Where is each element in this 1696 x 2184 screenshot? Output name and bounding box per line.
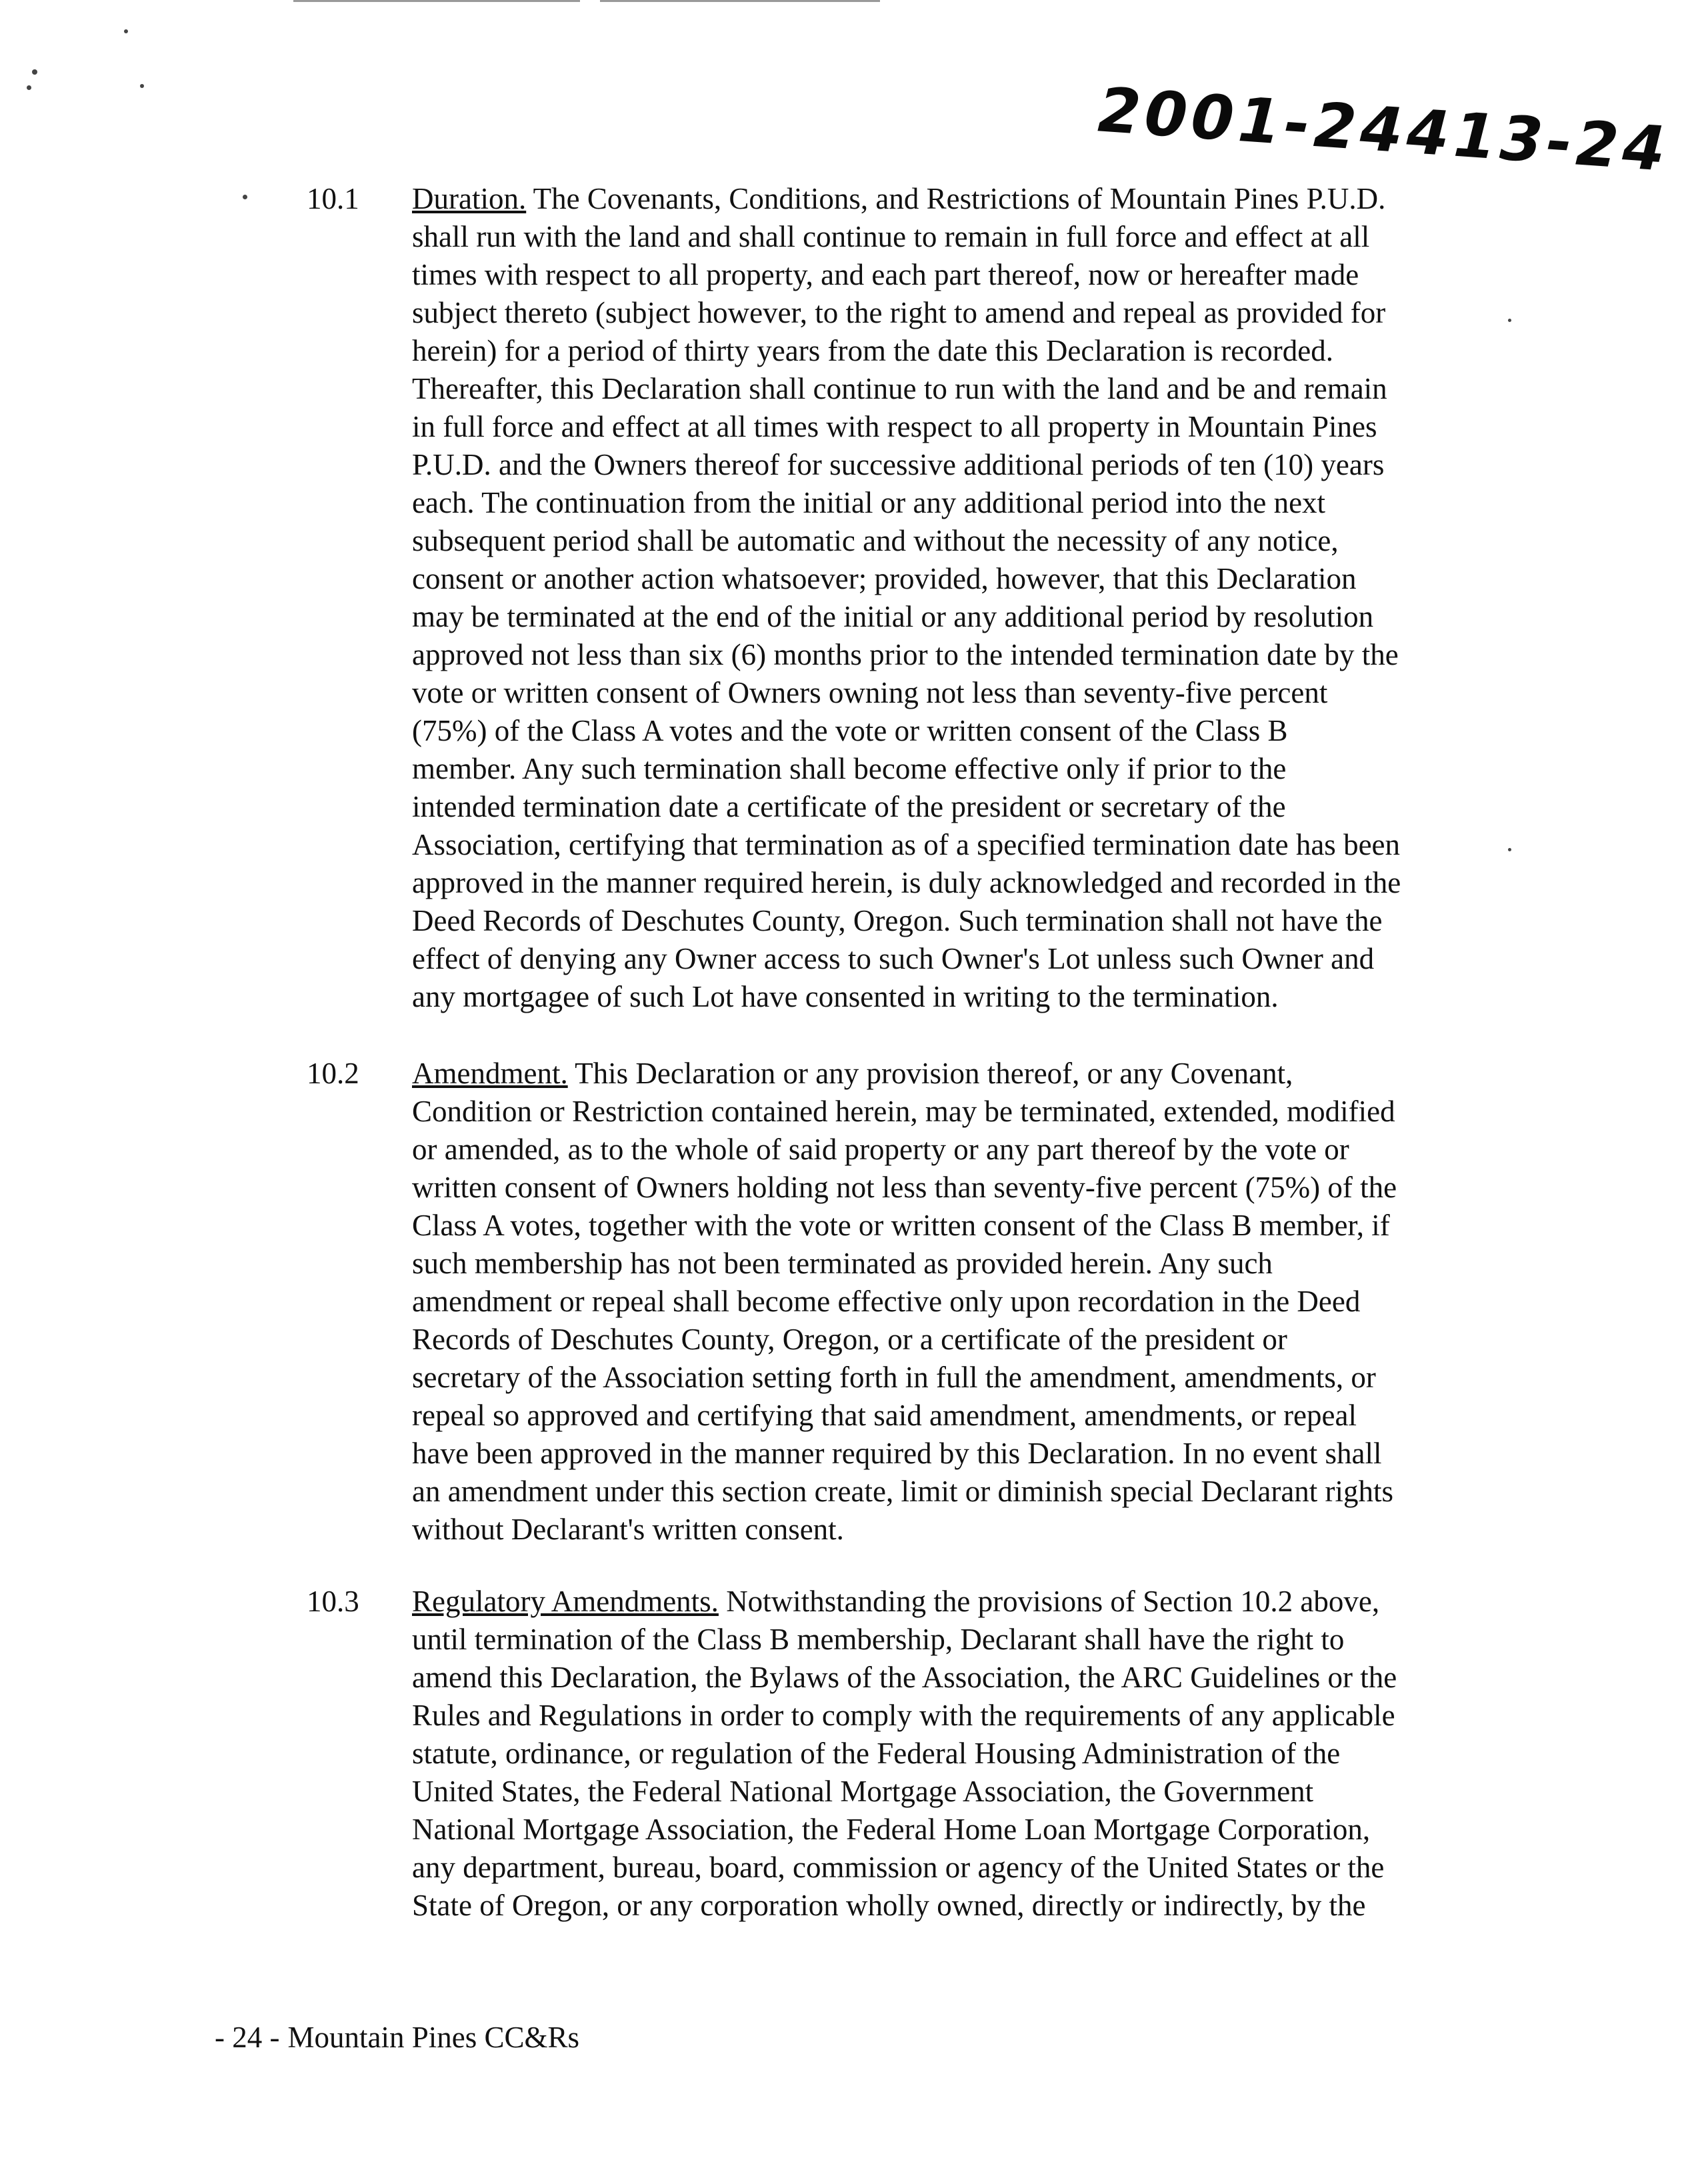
text-line: subsequent period shall be automatic and without the necessity of any notice, xyxy=(412,524,1339,557)
text-line: herein) for a period of thirty years from the date this Declaration is recorded. xyxy=(412,334,1333,367)
text-line: consent or another action whatsoever; provided, however, that this Declaration xyxy=(412,562,1357,595)
section-heading: Amendment. xyxy=(412,1057,568,1090)
text-line-content: The Covenants, Conditions, and Restrictions of Mountain Pines P.U.D. xyxy=(526,182,1386,215)
section-body xyxy=(412,1583,1505,1925)
text-line-content: Notwithstanding the provisions of Section 10.2 above, xyxy=(718,1585,1380,1618)
text-line: Deed Records of Deschutes County, Oregon. Such termination shall not have the xyxy=(412,904,1383,937)
text-line: amend this Declaration, the Bylaws of the Association, the ARC Guidelines or the xyxy=(412,1661,1397,1694)
text-line: secretary of the Association setting forth in full the amendment, amendments, or xyxy=(412,1361,1376,1394)
text-line: an amendment under this section create, limit or diminish special Declarant rights xyxy=(412,1475,1394,1508)
text-line: member. Any such termination shall become effective only if prior to the xyxy=(412,752,1287,785)
text-line: in full force and effect at all times with respect to all property in Mountain Pines xyxy=(412,410,1377,443)
text-line: until termination of the Class B membership, Declarant shall have the right to xyxy=(412,1623,1345,1656)
section-body xyxy=(412,1055,1505,1549)
page-number: - 24 - xyxy=(215,2021,280,2054)
text-line: effect of denying any Owner access to such Owner's Lot unless such Owner and xyxy=(412,942,1375,975)
text-line: United States, the Federal National Mortgage Association, the Government xyxy=(412,1775,1314,1808)
text-line: intended termination date a certificate of the president or secretary of the xyxy=(412,790,1286,823)
text-line: Association, certifying that termination as of a specified termination date has been xyxy=(412,828,1401,861)
scan-top-rule xyxy=(293,0,580,2)
text-line: (75%) of the Class A votes and the vote or written consent of the Class B xyxy=(412,714,1288,747)
section-heading: Regulatory Amendments. xyxy=(412,1585,719,1618)
text-line: have been approved in the manner required by this Declaration. In no event shall xyxy=(412,1437,1382,1470)
section-body xyxy=(412,180,1505,1016)
text-line: may be terminated at the end of the initial or any additional period by resolution xyxy=(412,600,1374,633)
text-line: National Mortgage Association, the Federal Home Loan Mortgage Corporation, xyxy=(412,1813,1371,1846)
text-line: shall run with the land and shall continue to remain in full force and effect at all xyxy=(412,220,1370,253)
text-line: approved in the manner required herein, is duly acknowledged and recorded in the xyxy=(412,866,1401,899)
scan-top-rule xyxy=(600,0,880,2)
section-heading: Duration. xyxy=(412,182,527,215)
document-title: Mountain Pines CC&Rs xyxy=(287,2021,580,2054)
text-line: any department, bureau, board, commission or agency of the United States or the xyxy=(412,1851,1385,1884)
text-line: without Declarant's written consent. xyxy=(412,1513,844,1546)
text-line: subject thereto (subject however, to the right to amend and repeal as provided for xyxy=(412,296,1386,329)
text-line: times with respect to all property, and each part thereof, now or hereafter made xyxy=(412,258,1359,291)
scan-speck xyxy=(1508,848,1511,851)
text-line: any mortgagee of such Lot have consented in writing to the termination. xyxy=(412,980,1279,1013)
text-line: statute, ordinance, or regulation of the Federal Housing Administration of the xyxy=(412,1737,1341,1770)
scan-speck xyxy=(1508,319,1511,322)
scan-speck xyxy=(243,195,247,199)
text-line: each. The continuation from the initial or any additional period into the next xyxy=(412,486,1326,519)
section-number: 10.1 xyxy=(307,182,359,215)
handwritten-recording-number: 2001-24413-24 xyxy=(1089,75,1678,185)
text-line: such membership has not been terminated as provided herein. Any such xyxy=(412,1247,1273,1280)
text-line xyxy=(412,1583,1505,1621)
section-number: 10.3 xyxy=(307,1585,359,1618)
text-line: Rules and Regulations in order to comply with the requirements of any applicable xyxy=(412,1699,1395,1732)
text-line: P.U.D. and the Owners thereof for successive additional periods of ten (10) years xyxy=(412,448,1385,481)
scan-speck xyxy=(124,29,128,33)
text-line xyxy=(412,1055,1505,1093)
text-line: written consent of Owners holding not less than seventy-five percent (75%) of the xyxy=(412,1171,1397,1204)
text-line-content: This Declaration or any provision thereof, or any Covenant, xyxy=(567,1057,1293,1090)
scan-speck xyxy=(140,84,144,88)
text-line: approved not less than six (6) months prior to the intended termination date by the xyxy=(412,638,1399,671)
text-line: Thereafter, this Declaration shall continue to run with the land and be and remain xyxy=(412,372,1387,405)
text-line: State of Oregon, or any corporation wholly owned, directly or indirectly, by the xyxy=(412,1889,1366,1922)
text-line: Class A votes, together with the vote or written consent of the Class B member, if xyxy=(412,1209,1390,1242)
text-line: repeal so approved and certifying that said amendment, amendments, or repeal xyxy=(412,1399,1357,1432)
text-line: or amended, as to the whole of said property or any part thereof by the vote or xyxy=(412,1133,1349,1166)
text-line: Records of Deschutes County, Oregon, or a certificate of the president or xyxy=(412,1323,1287,1356)
text-line: vote or written consent of Owners owning not less than seventy-five percent xyxy=(412,676,1328,709)
text-line: Condition or Restriction contained herein, may be terminated, extended, modified xyxy=(412,1095,1395,1128)
scan-speck xyxy=(32,69,37,75)
text-line: amendment or repeal shall become effective only upon recordation in the Deed xyxy=(412,1285,1361,1318)
page-footer xyxy=(215,2019,579,2057)
section-number: 10.2 xyxy=(307,1057,359,1090)
text-line xyxy=(412,180,1505,218)
scan-speck xyxy=(27,85,31,90)
